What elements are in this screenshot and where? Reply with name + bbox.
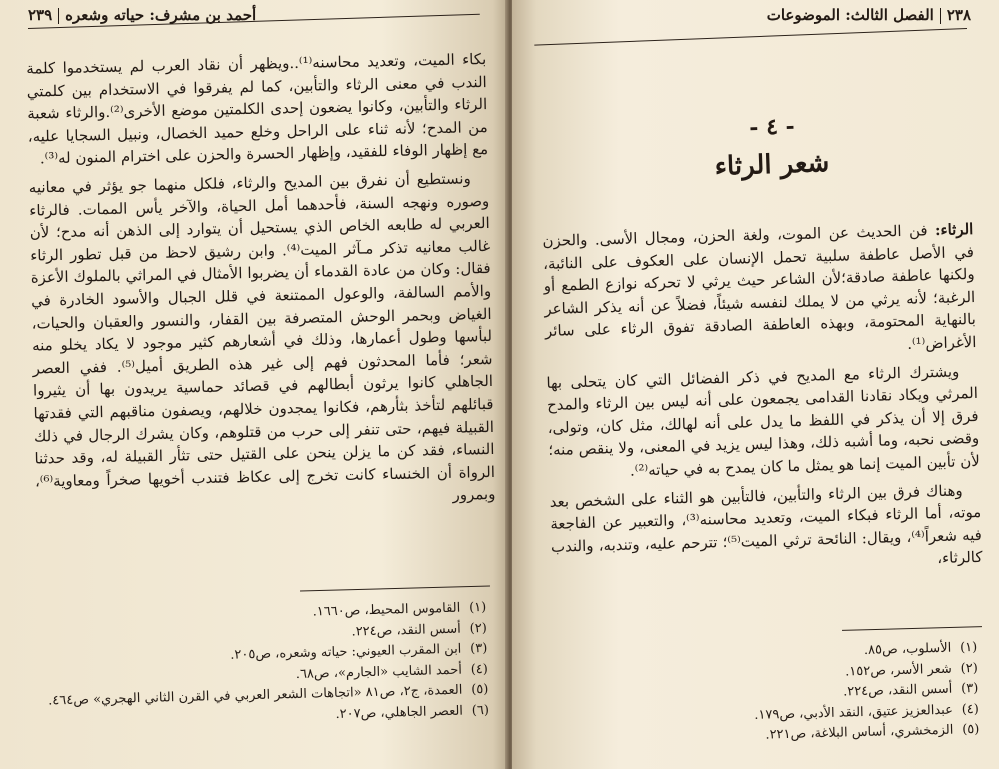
right-paragraph: ويشترك الرثاء مع المديح في ذكر الفضائل التي كان يتحلى بها المرثي ويكاد نقادنا القدامى يجمعون على أنه ليس بين الرثاء والمدح فرق إلا أن يذكر في اللفظ ما يدل على أنه لهالك، مثل كان، وتولى، وقضى نحبه، وما أشبه ذلك، وهذا ليس يزيد في المعنى، ولا ينقص منه؛ لأن تأبين الميت إنما هو يمثل ما كان يمدح به في حياته⁽²⁾.: [546, 362, 981, 480]
lead-term: الرثاء:: [934, 219, 974, 240]
footnote-text: ابن المقرب العيوني: حياته وشعره، ص٢٠٥.: [230, 641, 462, 663]
right-paragraph: [542, 218, 977, 366]
footnote-number: (٥): [471, 681, 489, 698]
header-separator: [58, 8, 59, 24]
section-title: شعر الرثاء: [714, 148, 830, 182]
footnote-number: (٣): [469, 640, 488, 657]
left-paragraph: بكاء الميت، وتعديد محاسنه⁽¹⁾..ويظهر أن نقاد العرب لم يستخدموا كلمة الندب في معنى الرثاء والتأبين، كما لم يفرقوا في الاستخدام بين كلمتي الرثاء والتأبين، وكانوا يضعون إحدى الكلمتين موضع الأخرى⁽²⁾.والرثاء شعبة من المدح؛ لأنه ثناء على الراحل وخلع حميد الخصال، ونبيل السجايا عليه، مع إظهار الوفاء للفقيد، وإظهار الحسرة والحزن على اخترام المنون له⁽³⁾.: [26, 49, 489, 168]
right-page-number: ٢٣٨: [946, 6, 971, 24]
footnote-number: (٢): [960, 660, 978, 676]
right-page: [512, 0, 999, 769]
footnote-text: الزمخشري، أساس البلاغة، ص٢٢١.: [765, 722, 954, 743]
footnote-number: (٢): [469, 620, 487, 636]
lead-paragraph-text: فن الحديث عن الموت، ولغة الحزن، ومجال الأسى. والحزن في الأصل عاطفة سلبية تحمل الإنسان على العكوف على النائبة، ولكنها عاطفة صادقة؛لأن الشاعر حيث يرثي لا تحركه نوازع الطمع أو الرغبة؛ لأنه يرثي من لا يملك لنفسه شيئاً، فضلاً عن أنه يذكر الشاعر بالنهاية المحتومة، وبهذه العاطفة الصادقة تفوق الرثاء على سائر الأغراض⁽¹⁾.: [542, 221, 977, 353]
footnote-text: أسس النقد، ص٢٢٤.: [842, 681, 953, 700]
footnote-text: شعر الأسر، ص١٥٢.: [844, 661, 952, 679]
footnote-number: (٤): [470, 661, 489, 677]
right-header-rule: [534, 28, 967, 46]
footnote-text: القاموس المحيط، ص١٦٦٠.: [312, 600, 461, 620]
left-footnotes: [40, 598, 489, 733]
right-page-title: الفصل الثالث: الموضوعات: [766, 6, 934, 24]
right-footnote-rule: [842, 626, 982, 631]
header-separator: [940, 8, 941, 24]
left-body-text: [26, 48, 496, 521]
section-number: - ٤ -: [748, 113, 796, 141]
footnote-text: أسس النقد، ص٢٢٤.: [351, 621, 461, 640]
right-paragraph: وهناك فرق بين الرثاء والتأبين، فالتأبين هو الثناء على الشخص بعد موته، أما الرثاء فبكاء الميت، وتعديد محاسنه⁽³⁾، والتعبير عن الفاجعة فيه شعراً⁽⁴⁾، ويقال: النائحة ترثي الميت⁽⁵⁾؛ تترحم عليه، وتندبه، والندب كالرثاء،: [549, 480, 983, 568]
footnote-number: (١): [468, 599, 487, 616]
footnote-text: العمدة، ج٢، ص٨١ «اتجاهات الشعر العربي في القرن الثاني الهجري» ص٤٦٤.: [47, 682, 463, 709]
left-footnote-rule: [300, 586, 490, 592]
footnote-text: الأسلوب، ص٨٥.: [863, 640, 952, 658]
footnote-number: (٥): [962, 721, 980, 738]
right-footnotes: [572, 638, 980, 751]
footnote-text: عبدالعزيز عتيق، النقد الأدبي، ص١٧٩.: [754, 702, 954, 723]
left-paragraph: ونستطيع أن نفرق بين المديح والرثاء، فلكل منهما جو يؤثر في معانيه وصوره ونهجه السنة، فأحدهما أمل الحياة، والآخر يأس الممات. فالرثاء العربي له طابعه الخاص الذي يستحيل أن يتوارد إلى الذهن أنه مدح؛ لأن غالب معانيه تذكر مـآثر الميت⁽⁴⁾. وابن رشيق لاحظ من قبل تطور الرثاء فقال: وكان من عادة القدماء أن يضربوا الأمثال في المراثي بالملوك الأعزة والأمم السالفة، والوعول الممتنعة في قلل الجبال والأسود الخادرة في الغياض وبحمر الوحش المتصرفة بين القفار، والنسور والعقبان والحيات، لبأسها وطول أعمارها، وذلك في أشعارهم كثير موجود لا يكاد يخلو منه شعر؛ فأما المحدثون فهم إلى غير هذه الطريق أميل⁽⁵⁾. ففي العصر الجاهلي كانوا يرثون أبطالهم في قصائد حماسية يريدون بها أن يثيروا قبائلهم لتأخذ بثأرهم، فكانوا يمجدون خلالهم، ويصفون مناقبهم التي فقدتها القبيلة فيهم، حتى تنفر إلى حرب من قتلوهم، وكان يشرك الرجال في ذلك النساء، فقد كن ما يزلن ينحن على القتيل حتى تثأر القبيلة له، وقد حدثنا الرواة أن الخنساء كانت تخرج إلى عكاظ فتندب أخويها صخراً ومعاوية⁽⁶⁾، وبمرور: [28, 169, 496, 505]
left-page-number: ٢٣٩: [28, 6, 53, 24]
footnote-number: (١): [959, 639, 978, 656]
right-body-text: [542, 218, 983, 587]
footnote-text: أحمد الشايب «الجارم»، ص٦٨.: [295, 662, 463, 682]
left-page-title: أحمد بن مشرف: حياته وشعره: [65, 6, 257, 24]
footnote-text: العصر الجاهلي، ص٢٠٧.: [335, 703, 464, 722]
footnote-number: (٣): [960, 680, 979, 697]
right-running-head: [767, 6, 971, 24]
footnote-number: (٤): [961, 701, 980, 717]
footnote-number: (٦): [471, 702, 490, 718]
